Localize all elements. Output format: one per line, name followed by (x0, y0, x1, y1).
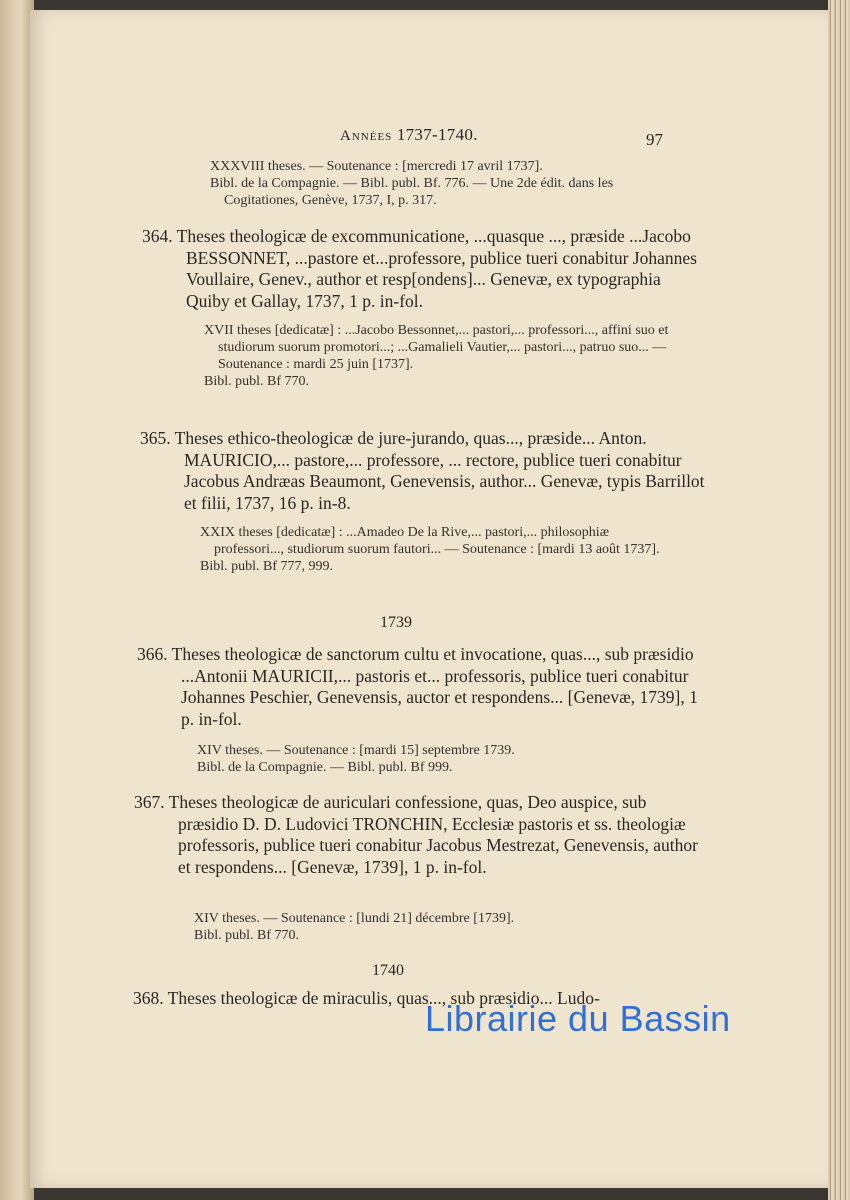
entry-364-note-theses: XVII theses [dedicatæ] : ...Jacobo Bessonnet,... pastori,... professori..., affini suo et studiorum suorum promotori...; ...Gamalieli Vautier,... pastori..., patruo suo... — Soutenance : mardi 25 juin [1737]. (204, 323, 669, 372)
entry-364-notes (190, 322, 680, 390)
entry-364-note-library: Bibl. publ. Bf 770. (204, 374, 310, 389)
facing-page-edge (0, 0, 34, 1200)
entry-366-note-library: Bibl. de la Compagnie. — Bibl. publ. Bf 999. (197, 760, 453, 775)
entry-366-notes (183, 742, 673, 776)
entry-367-note-library: Bibl. publ. Bf 770. (194, 928, 300, 943)
entry-363-note-library: Bibl. de la Compagnie. — Bibl. publ. Bf. 776. — Une 2de édit. dans les Cogitationes, Genève, 1737, I, p. 317. (210, 176, 614, 208)
page-stack-edge (828, 0, 850, 1200)
year-heading-1739: 1739 (380, 614, 412, 631)
entry-367-note-theses: XIV theses. — Soutenance : [lundi 21] décembre [1739]. (194, 911, 515, 926)
watermark-text: Librairie du Bassin (425, 998, 731, 1039)
entry-364-text: 364. Theses theologicæ de excommunicatione, ...quasque ..., præside ...Jacobo BESSONNET, ...pastore et...professore, publice tueri conabitur Johannes Voullaire, Genev., author et resp[ondens]... Genevæ, ex typographia Quiby et Gallay, 1737, 1 p. in-fol. (142, 226, 697, 311)
page-number: 97 (646, 130, 663, 149)
entry-365-note-theses: XXIX theses [dedicatæ] : ...Amadeo De la Rive,... pastori,... philosophiæ professori..., studiorum suorum fautori... — Soutenance : [mardi 13 août 1737]. (200, 525, 660, 557)
entry-367-text: 367. Theses theologicæ de auriculari confessione, quas, Deo auspice, sub præsidio D. D. Ludovici TRONCHIN, Ecclesiæ pastoris et ss. theologiæ professoris, publice tueri conabitur Jacobus Mestrezat, Genevensis, author et respondens... [Genevæ, 1739], 1 p. in-fol. (134, 792, 698, 877)
entry-363-notes (196, 158, 680, 209)
entry-366-text: 366. Theses theologicæ de sanctorum cultu et invocatione, quas..., sub præsidio ...Antonii MAURICII,... pastoris et... professoris, publice tueri conabitur Johannes Peschier, Genevensis, auctor et respondens... [Genevæ, 1739], 1 p. in-fol. (137, 644, 698, 729)
entry-368-text: 368. Theses theologicæ de miraculis, quas..., sub præsidio... Ludo- (133, 988, 600, 1008)
entry-367-notes (180, 910, 670, 944)
year-heading-1740: 1740 (372, 962, 404, 979)
entry-365-text: 365. Theses ethico-theologicæ de jure-jurando, quas..., præside... Anton. MAURICIO,... pastore,... professore, ... rectore, publice tueri conabitur Jacobus Andræas Beaumont, Genevensis, author... Genevæ, typis Barrillot et filii, 1737, 16 p. in-8. (140, 428, 705, 513)
entry-366-note-theses: XIV theses. — Soutenance : [mardi 15] septembre 1739. (197, 743, 515, 758)
entry-363-note-theses: XXXVIII theses. — Soutenance : [mercredi 17 avril 1737]. (210, 159, 543, 174)
entry-365-note-library: Bibl. publ. Bf 777, 999. (200, 559, 334, 574)
entry-365-notes (186, 524, 676, 575)
running-head: Années 1737-1740. (340, 125, 478, 144)
